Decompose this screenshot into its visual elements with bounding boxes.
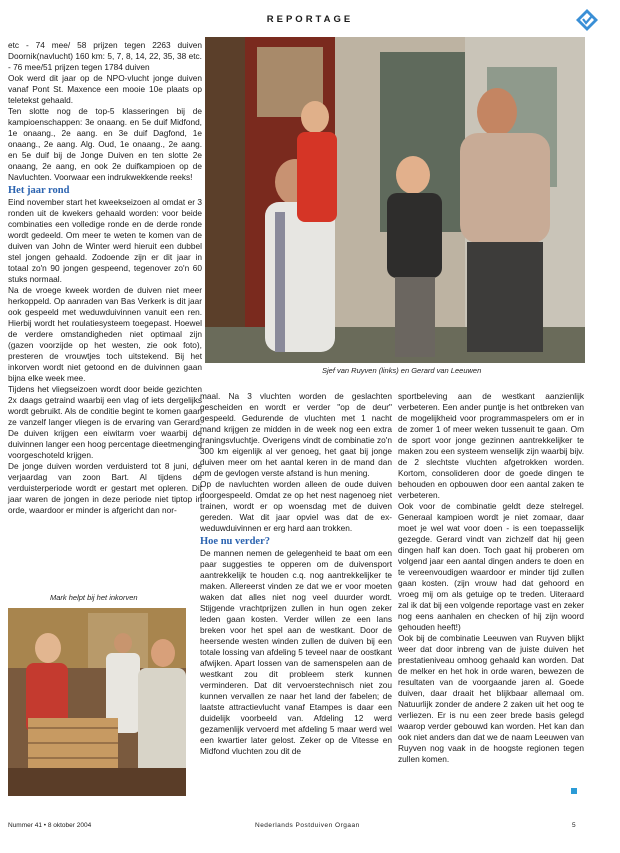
column-3-text bbox=[398, 391, 584, 765]
small-photo bbox=[8, 608, 186, 796]
column-2-text bbox=[200, 391, 392, 757]
end-of-article-marker bbox=[571, 788, 577, 794]
paragraph: Ten slotte nog de top-5 klasseringen bij de kampioenschappen: 3e onaang. en 5e duif Midfond, 1e onaang., 2e aang. en 3e duif Dagfond, 1e onaang., 2e aang. Alg. Oud, 1e onaang., 2e aang. en 5e duif bij de Jonge Duiven en ten slotte 2e onaang, 2e aang, en ook 2e duifkampioen op de Navluchten. Voorwaar een indrukwekkende reeks! bbox=[8, 106, 202, 182]
paragraph: De mannen nemen de gelegenheid te baat om een paar suggesties te opperen om de duivensport aantrekkelijk te houden c.q. nog aantrekkelijker te maken. Allereerst vinden ze dat we er voor moeten waken dat alles niet nog veel duurder wordt. Stijgende vrachtprijzen zullen in hun ogen zeker leden gaan kosten. Verder willen ze een lans breken voor het spel aan de westkant. Door de heersende westen winden zullen de duiven bij een totale lossing van afdeling 5 teveel naar de oostkant afwijken. Apart lossen van de samenspelen aan de westkant zou dit probleem sterk kunnen verminderen. Dat dit vervoerstechnisch niet zou kunnen vervallen ze naar het land der fabelen; de laatste attractievlucht vanaf Etampes is daar een duidelijk voorbeeld van. Afdeling 12 werd gezamenlijk vervoerd met afdeling 5 maar werd wel een kwartier later gelost. Zeker op de Vitesse en Midfond vluchten zou dit de bbox=[200, 548, 392, 756]
footer-publication: Nederlands Postduiven Orgaan bbox=[255, 822, 360, 829]
main-photo bbox=[205, 37, 585, 363]
paragraph: Ook voor de combinatie geldt deze stelregel. Generaal kampioen wordt je niet zomaar, daar moet je wel wat voor doen - is een toepasselijk gezegde. Gerard vindt van zichzelf dat hij geen dingen half kan doen. Toch gaat hij proberen om volgend jaar een aantal dingen anders te doen en te vereenvoudigen waardoor er minder tijd zullen gaan kosten. (zijn vrouw had dat gehoord en vroeg mij om als getuige op te treden. Uiteraard zal ik dat bij een volgende reportage vast en zeker nog eens aanhalen en checken of hij zijn woord gehouden heeft!) bbox=[398, 501, 584, 632]
column-1-text bbox=[8, 40, 202, 516]
page-number: 5 bbox=[572, 822, 576, 829]
small-photo-caption: Mark helpt bij het inkorven bbox=[50, 593, 138, 602]
heading-hoe-nu-verder: Hoe nu verder? bbox=[200, 536, 270, 547]
magazine-logo-icon bbox=[575, 8, 599, 32]
paragraph: Eind november start het kweekseizoen al omdat er 3 ronden uit de kwekers gehaald worden: voor beide combinaties een volledige ronde en de derde ronde wordt gedeeld. Om meer te weten te komen van de duiven van John de Winter werd hieruit een dubbel stel jongen gehaald. Zodoende zijn er dit jaar in totaal zo'n 90 jongen gespeend, tegenover zo'n 60 stuks normaal. bbox=[8, 197, 202, 284]
paragraph: Op de navluchten worden alleen de oude duiven doorgespeeld. Omdat ze op het nest nagenoeg niet trainen, wordt er op woensdag met de duiven gereden. Wat dit jaar opviel was dat de ex-weduwduivinnen er erg hard aan trokken. bbox=[200, 479, 392, 533]
paragraph: De jonge duiven worden verduisterd tot 8 juni, de verjaardag van zoon Bart. Al tijdens de verduisterperiode wordt er gestart met opleren. Dit jaar waren de jongen in deze periode niet tiptop in orde, waardoor er minder is afgericht dan nor- bbox=[8, 461, 202, 515]
paragraph: Na de vroege kweek worden de duiven niet meer herkoppeld. Op aanraden van Bas Verkerk is dit jaar ook gespeeld met weduwduivinnen vanuit een ren. Hierbij wordt het roulatiesysteem toegepast. Hoewel de verdere omstandigheden niet optimaal zijn (gazen voorzijde op het westen, zie ook foto), presteren de vrouwtjes toch uitstekend. Bij het inkorven wordt niet getoond en de duivinnen gaan bijna elke week mee. bbox=[8, 285, 202, 383]
paragraph: maal. Na 3 vluchten worden de geslachten gescheiden en wordt er verder "op de deur" gespeeld. Gedurende de vluchten met 1 nacht mand krijgen ze midden in de week nog een extra traningsvluchtje. Overigens vindt de combinatie zo'n 300 km eigenlijk al ver genoeg, het gaat bij jonge duiven meer om het aantal keren in de mand dan om de gevlogen verste afstand is hun mening. bbox=[200, 391, 392, 478]
section-header: REPORTAGE bbox=[266, 14, 354, 25]
paragraph: sportbeleving aan de westkant aanzienlijk verbeteren. Een ander puntje is het ontbreken van de mogelijkheid voor programmaspelers om er in de zomer 1 of meer weken tussenuit te gaan. Om de sport voor jonge gezinnen aantrekkelijker te maken zou een systeem wenselijk zijn waarbij bijv. de 2 slechtste vluchten afgetrokken worden. Kortom, consolideren door de goede dingen te behouden en opbouwen door een aantal zaken te verbeteren. bbox=[398, 391, 584, 500]
heading-het-jaar-rond: Het jaar rond bbox=[8, 185, 70, 196]
small-photo-illustration bbox=[8, 608, 186, 796]
paragraph: Ook werd dit jaar op de NPO-vlucht jonge duiven vanaf Pont St. Maxence een mooie 10e plaats op teletekst gehaald. bbox=[8, 73, 202, 105]
main-photo-caption: Sjef van Ruyven (links) en Gerard van Leeuwen bbox=[322, 366, 482, 375]
paragraph: Tijdens het vliegseizoen wordt door beide gezichten 2x daags getraind waarbij een vlag of iets dergelijks wordt gebruikt. Als de conditie begint te komen gaan ze vanzelf langer vliegen is de ervaring van Gerard. De duiven krijgen een eiwitarm voer waarbij de duivinnen langer een hoog percentage dieetmenging voorgeschoteld krijgen. bbox=[8, 384, 202, 460]
main-photo-illustration bbox=[205, 37, 585, 363]
footer-issue: Nummer 41 • 8 oktober 2004 bbox=[8, 822, 92, 829]
paragraph: etc - 74 mee/ 58 prijzen tegen 2263 duiven Doornik(navlucht) 160 km: 5, 7, 8, 14, 22, 35, 38 etc. - 76 mee/51 prijzen tegen 1784 duiven bbox=[8, 40, 202, 72]
paragraph: Ook bij de combinatie Leeuwen van Ruyven blijkt weer dat door inbreng van de juiste duiven het prestatieniveau omhoog gehaald kan worden. Dat de melker en het hok in orde waren, bewezen de resultaten van de voorgaande jaren al. Goede duiven, daar draait het blijkbaar allemaal om. Natuurlijk zonder de andere 2 zaken uit het oog te verliezen. Er is nu een zeer brede basis gelegd waarop verder gebouwd kan worden. Het kan dan ook niet anders dan dat we de naam Leeuwen van Ruyven nog vaak in de hoogste regionen tegen zullen komen. bbox=[398, 633, 584, 764]
